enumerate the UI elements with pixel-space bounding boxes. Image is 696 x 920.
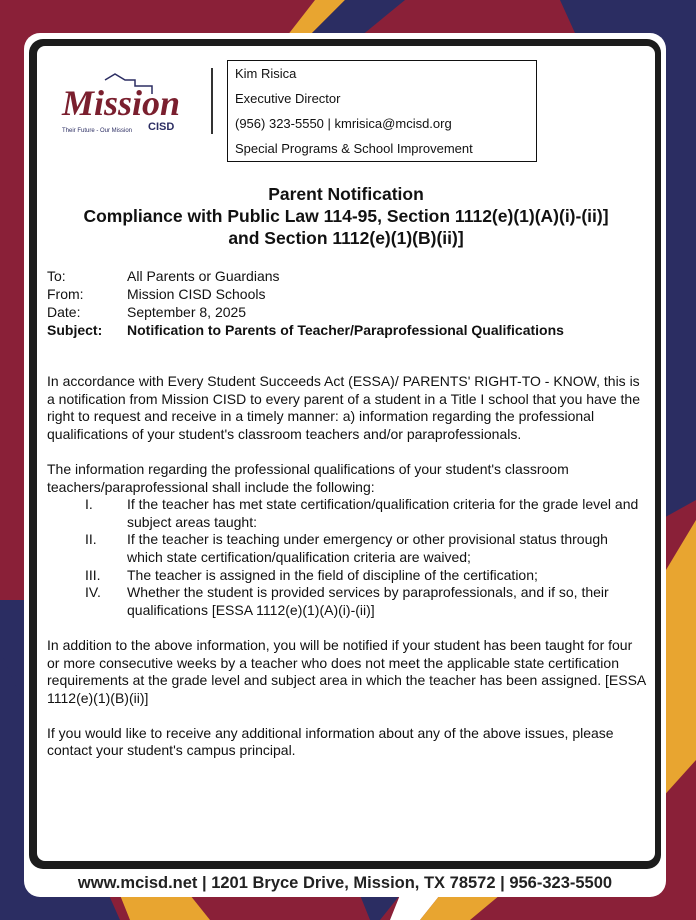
svg-text:Mission: Mission (62, 83, 181, 123)
meta-value: Mission CISD Schools (127, 286, 266, 302)
document-title (37, 183, 655, 249)
meta-label: Subject: (47, 322, 103, 338)
list-item (47, 496, 647, 531)
contact-phone-email: (956) 323-5550 | kmrisica@mcisd.org (235, 116, 452, 131)
list-item (47, 567, 647, 585)
title-line: Parent Notification (268, 184, 424, 204)
qualification-list (47, 496, 647, 619)
list-text: If the teacher is teaching under emergency or other provisional status through which state certification/qualification criteria are waived; (127, 531, 608, 565)
meta-label: From: (47, 286, 84, 302)
contact-name: Kim Risica (235, 66, 297, 81)
list-item (47, 531, 647, 566)
contact-department: Special Programs & School Improvement (235, 141, 473, 156)
meta-label: Date: (47, 304, 81, 320)
list-text: If the teacher has met state certification/qualification criteria for the grade level and subject areas taught: (127, 496, 639, 530)
meta-value: September 8, 2025 (127, 304, 247, 320)
title-line: Compliance with Public Law 114-95, Section 1112(e)(1)(A)(i)-(ii)] (83, 206, 609, 226)
title-line: and Section 1112(e)(1)(B)(ii)] (228, 228, 464, 248)
paragraph: In accordance with Every Student Succeeds Act (ESSA)/ PARENTS' RIGHT-TO - KNOW, this is a notification from Mission CISD to every parent of a student in a Title I school that you have the right to request and receive in a timely manner: a) information regarding the professional qualifications of your student's classroom teachers and/or paraprofessionals. (47, 373, 640, 442)
meta-label: To: (47, 268, 66, 284)
contact-box (227, 60, 537, 162)
divider (211, 68, 213, 134)
paragraph: The information regarding the professional qualifications of your student's classroom teachers/paraprofessional shall include the following: (47, 460, 569, 495)
list-number: I. (85, 496, 93, 513)
meta-value: Notification to Parents of Teacher/Paraprofessional Qualifications (127, 322, 564, 338)
svg-text:CISD: CISD (148, 121, 175, 133)
list-item (47, 584, 647, 619)
svg-text:Their Future - Our Mission: Their Future - Our Mission (62, 128, 133, 134)
paragraph: If you would like to receive any additional information about any of the above issues, please contact your student's campus principal. (47, 724, 614, 759)
mission-cisd-logo (60, 70, 190, 140)
memo-header (47, 267, 564, 339)
list-number: III. (85, 566, 101, 583)
contact-role: Executive Director (235, 91, 341, 106)
list-text: Whether the student is provided services by paraprofessionals, and if so, their qualifications [ESSA 1112(e)(1)(A)(i)-(ii)] (127, 584, 609, 618)
list-number: IV. (85, 584, 101, 601)
paragraph: In addition to the above information, you will be notified if your student has been taught for four or more consecutive weeks by a teacher who does not meet the applicable state certification requirements at the grade level and subject area in which the teacher has been assigned. [ESSA 1112(e)(1)(B)(ii)] (47, 636, 646, 706)
document-body (47, 373, 647, 778)
list-text: The teacher is assigned in the field of discipline of the certification; (127, 566, 538, 583)
footer-contact: www.mcisd.net | 1201 Bryce Drive, Mission, TX 78572 | 956-323-5500 (77, 874, 613, 892)
meta-value: All Parents or Guardians (127, 268, 280, 284)
list-number: II. (85, 531, 97, 548)
